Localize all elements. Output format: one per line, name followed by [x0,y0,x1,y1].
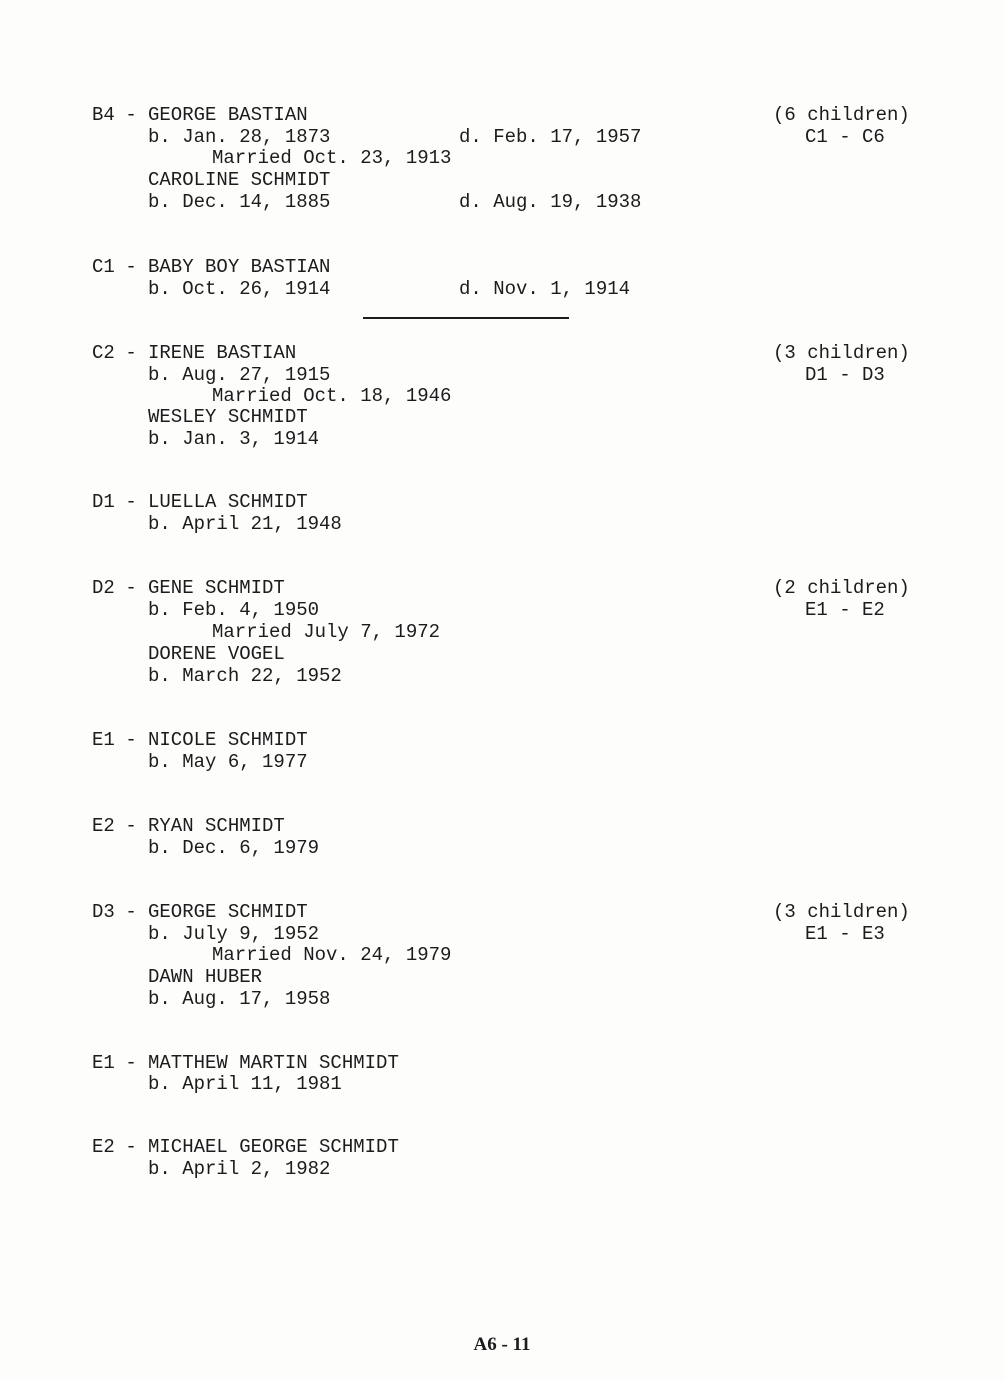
person-name: MATTHEW MARTIN SCHMIDT [148,1052,399,1074]
birth-date: b. Aug. 27, 1915 [148,364,331,386]
entry-code: C2 [92,342,115,364]
person-name: NICOLE SCHMIDT [148,729,308,751]
spouse-name: DAWN HUBER [148,966,263,988]
birth-date: b. April 21, 1948 [148,513,342,535]
person-name: GEORGE SCHMIDT [148,901,308,923]
entry-separator: - [114,729,149,751]
marriage-date: Married Nov. 24, 1979 [212,944,452,966]
birth-date: b. Feb. 4, 1950 [148,599,320,621]
children-range: C1 - C6 [805,126,885,148]
death-date: d. Nov. 1, 1914 [459,278,631,300]
entry-separator: - [114,256,149,278]
spouse-birth-date: b. March 22, 1952 [148,665,342,687]
birth-date: b. Dec. 6, 1979 [148,837,320,859]
children-range: E1 - E2 [805,599,885,621]
spouse-name: WESLEY SCHMIDT [148,406,308,428]
person-name: GEORGE BASTIAN [148,104,308,126]
birth-date: b. Oct. 26, 1914 [148,278,331,300]
person-name: IRENE BASTIAN [148,342,297,364]
spouse-name: CAROLINE SCHMIDT [148,169,331,191]
children-range: E1 - E3 [805,923,885,945]
death-date: d. Feb. 17, 1957 [459,126,642,148]
children-count: (6 children) [773,104,910,126]
spouse-birth-date: b. Jan. 3, 1914 [148,428,320,450]
entry-code: E1 [92,729,115,751]
entry-code: D1 [92,491,115,513]
person-name: BABY BOY BASTIAN [148,256,331,278]
entry-separator: - [114,815,149,837]
entry-code: B4 [92,104,115,126]
section-divider [363,317,569,319]
entry-separator: - [114,342,149,364]
entry-code: C1 [92,256,115,278]
entry-separator: - [114,901,149,923]
entry-code: E1 [92,1052,115,1074]
children-count: (2 children) [773,577,910,599]
person-name: LUELLA SCHMIDT [148,491,308,513]
birth-date: b. April 11, 1981 [148,1073,342,1095]
entry-separator: - [114,491,149,513]
spouse-birth-date: b. Dec. 14, 1885 [148,191,331,213]
person-name: MICHAEL GEORGE SCHMIDT [148,1136,399,1158]
spouse-name: DORENE VOGEL [148,643,285,665]
children-count: (3 children) [773,901,910,923]
children-range: D1 - D3 [805,364,885,386]
entry-code: E2 [92,1136,115,1158]
birth-date: b. May 6, 1977 [148,751,308,773]
entry-code: E2 [92,815,115,837]
marriage-date: Married July 7, 1972 [212,621,441,643]
children-count: (3 children) [773,342,910,364]
entry-separator: - [114,104,149,126]
birth-date: b. July 9, 1952 [148,923,320,945]
person-name: RYAN SCHMIDT [148,815,285,837]
marriage-date: Married Oct. 18, 1946 [212,385,452,407]
spouse-death-date: d. Aug. 19, 1938 [459,191,642,213]
entry-separator: - [114,577,149,599]
entry-code: D2 [92,577,115,599]
entry-code: D3 [92,901,115,923]
entry-separator: - [114,1052,149,1074]
marriage-date: Married Oct. 23, 1913 [212,147,452,169]
page-number: A6 - 11 [473,1334,531,1355]
entry-separator: - [114,1136,149,1158]
birth-date: b. April 2, 1982 [148,1158,331,1180]
person-name: GENE SCHMIDT [148,577,285,599]
spouse-birth-date: b. Aug. 17, 1958 [148,988,331,1010]
birth-date: b. Jan. 28, 1873 [148,126,331,148]
